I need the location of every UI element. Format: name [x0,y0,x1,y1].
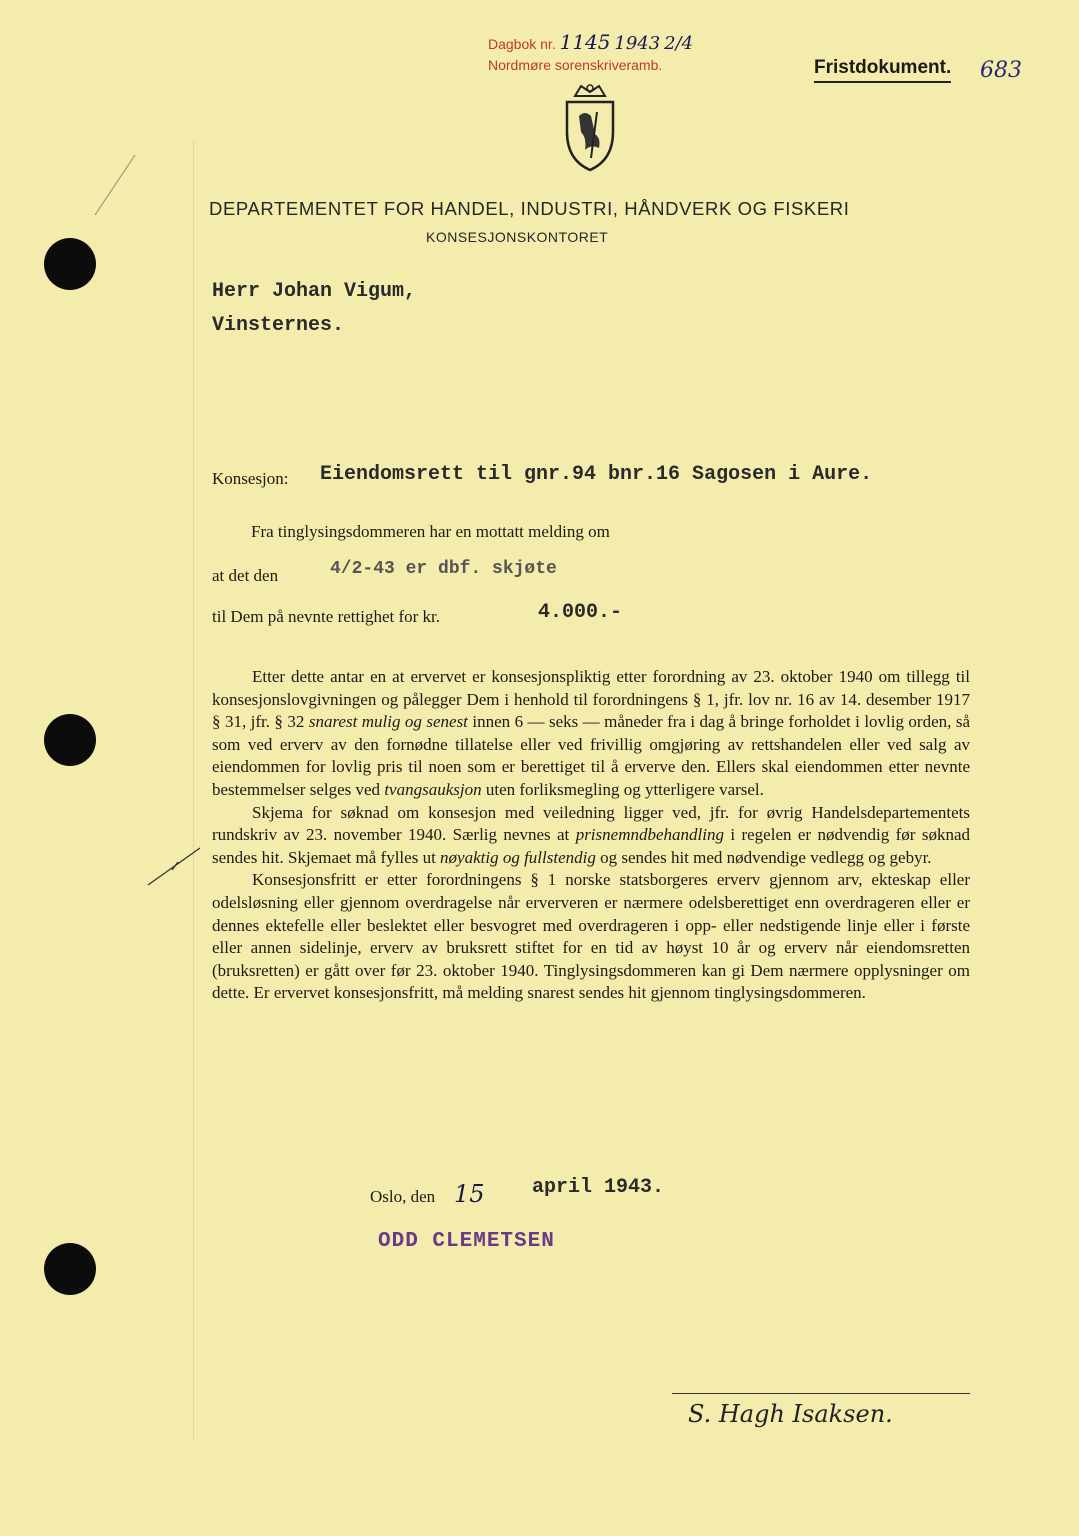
notice-line-1: Fra tinglysingsdommeren har en mottatt melding om [251,522,610,541]
dagbok-date: 2/4 [664,33,694,54]
dagbok-number: 1145 [559,30,611,54]
dagbok-label: Dagbok nr. [488,36,556,52]
fristdokument-label: Fristdokument. [814,57,951,83]
notice-line-2-label: at det den [212,566,279,585]
paragraph-exemption: Konsesjonsfritt er etter forordningens § 1 norske statsborgeres erverv gjennom arv, ekteskap eller odelsløsning eller gjennom overdragelse når erververen er nærmere odelsberettiget enn overdrageren eller er dennes ektefelle eller beslektet eller besvogret med overdrageren i opp- eller nedstigende linje eller i første eller annen sidelinje, erverv av bruksrett stiftet for en tid av høyst 10 år og erverv når eiendomsretten (bruksretten) er gått over før 23. oktober 1940. Tinglysingsdommeren kan gi Dem nærmere opplysninger om dette. Er ervervet konsesjonsfritt, må melding snarest sendes hit gjennom tinglysingsdommeren. [212,870,970,1003]
coat-of-arms-icon [561,82,619,172]
handwritten-signature: S. Hagh Isaksen. [688,1400,893,1428]
signature-line [672,1393,970,1394]
addressee-place: Vinsternes. [212,314,345,337]
office-stamp: Nordmøre sorenskriveramb. [488,57,663,73]
date-month-year: april 1943. [532,1176,665,1199]
office-subheading: KONSESJONSKONTORET [426,229,609,245]
date-place-label: Oslo, den [370,1187,436,1206]
page-number: 683 [980,58,1022,83]
department-heading: DEPARTEMENTET FOR HANDEL, INDUSTRI, HÅNDVERK OG FISKERI [209,198,850,219]
dagbok-year: 1943 [614,33,661,54]
dagbok-stamp [488,30,693,54]
date-day: 15 [454,1180,485,1208]
notice-line-2-value: 4/2-43 er dbf. skjøte [330,559,557,579]
concession-label: Konsesjon: [212,469,289,488]
notice-line-3-label: til Dem på nevnte rettighet for kr. [212,607,441,626]
paragraph-application: Skjema for søknad om konsesjon med veiledning ligger ved, jfr. for øvrig Handelsdepartementets rundskriv av 23. november 1940. Særlig nevnes at prisnemndbehandling i regelen er nødvendig før søknad sendes hit. Skjemaet må fylles ut nøyaktig og fullstendig og sendes hit med nødvendige vedlegg og gebyr. [212,802,971,867]
notice-line-3-value: 4.000.- [538,601,623,624]
paragraph-obligation: Etter dette antar en at ervervet er konsesjonspliktig etter forordning av 23. oktober 1940 om tillegg til konsesjonslovgivningen og pålegger Dem i henhold til forordningens § 1, jfr. lov nr. 16 av 14. desember 1917 § 31, jfr. § 32 snarest mulig og senest innen 6 — seks — måneder fra i dag å bringe forholdet i lovlig orden, så som ved erverv av den fornødne tillatelse eller ved frivillig omgjøring av rettshandelen eller ved salg av eiendommen for lovlig pris til noen som er berettiget til å erverve den. Ellers skal eiendommen etter nevnte bestemmelser selges ved tvangsauksjon uten forliksmegling og ytterligere varsel. [212,667,970,799]
addressee-name: Herr Johan Vigum, [212,280,417,303]
body-text [212,666,970,1005]
signatory-stamp: ODD CLEMETSEN [378,1230,555,1253]
concession-value: Eiendomsrett til gnr.94 bnr.16 Sagosen i Aure. [320,463,873,486]
